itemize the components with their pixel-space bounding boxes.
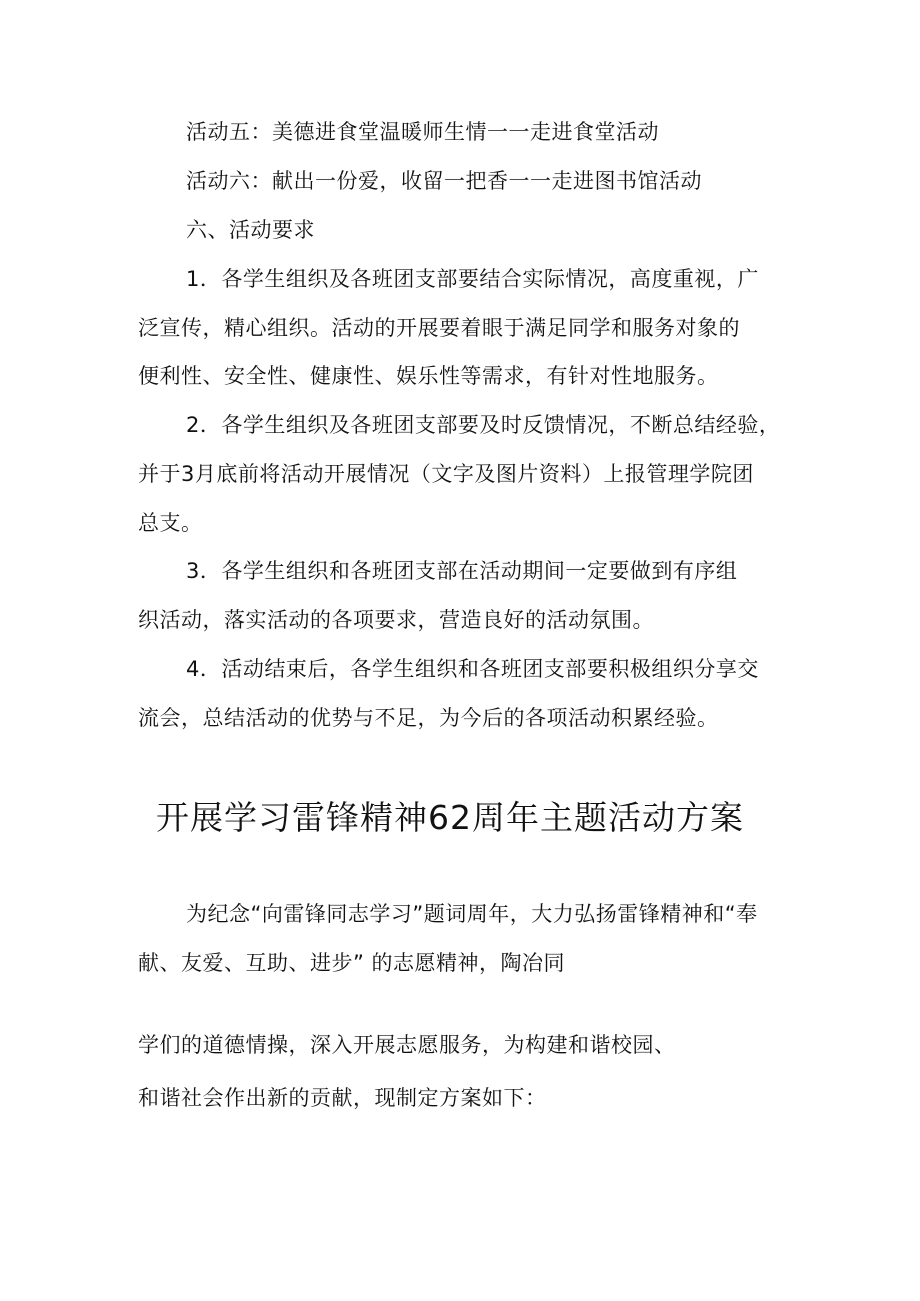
requirement-2-line-3: 总支。 <box>138 511 203 535</box>
document-title: 开展学习雷锋精神62周年主题活动方案 <box>156 798 744 837</box>
requirement-4-line-2: 流会，总结活动的优势与不足，为今后的各项活动积累经验。 <box>138 706 719 730</box>
requirement-1-line-3: 便利性、安全性、健康性、娱乐性等需求，有针对性地服务。 <box>138 364 719 388</box>
activity-five: 活动五：美德进食堂温暖师生情一一走进食堂活动 <box>186 120 659 144</box>
intro-line-3: 学们的道德情操，深入开展志愿服务，为构建和谐校园、 <box>138 1033 676 1057</box>
requirement-4-line-1: 4．活动结束后，各学生组织和各班团支部要积极组织分享交 <box>186 657 759 681</box>
intro-line-4: 和谐社会作出新的贡献，现制定方案如下： <box>138 1086 547 1110</box>
requirement-3-line-2: 织活动，落实活动的各项要求，营造良好的活动氛围。 <box>138 608 654 632</box>
requirement-2-line-2: 并于3月底前将活动开展情况（文字及图片资料）上报管理学院团 <box>138 462 754 486</box>
requirement-2-line-1: 2．各学生组织及各班团支部要及时反馈情况，不断总结经验， <box>186 413 781 437</box>
requirement-1-line-1: 1．各学生组织及各班团支部要结合实际情况，高度重视，广 <box>186 267 759 291</box>
intro-line-1: 为纪念“向雷锋同志学习”题词周年，大力弘扬雷锋精神和“奉 <box>186 902 758 926</box>
section-heading-requirements: 六、活动要求 <box>186 218 315 242</box>
requirement-1-line-2: 泛宣传，精心组织。活动的开展要着眼于满足同学和服务对象的 <box>138 316 740 340</box>
requirement-3-line-1: 3．各学生组织和各班团支部在活动期间一定要做到有序组 <box>186 559 738 583</box>
intro-line-2: 献、友爱、互助、进步” 的志愿精神，陶冶同 <box>138 951 566 975</box>
activity-six: 活动六：献出一份爱，收留一把香一一走进图书馆活动 <box>186 169 702 193</box>
